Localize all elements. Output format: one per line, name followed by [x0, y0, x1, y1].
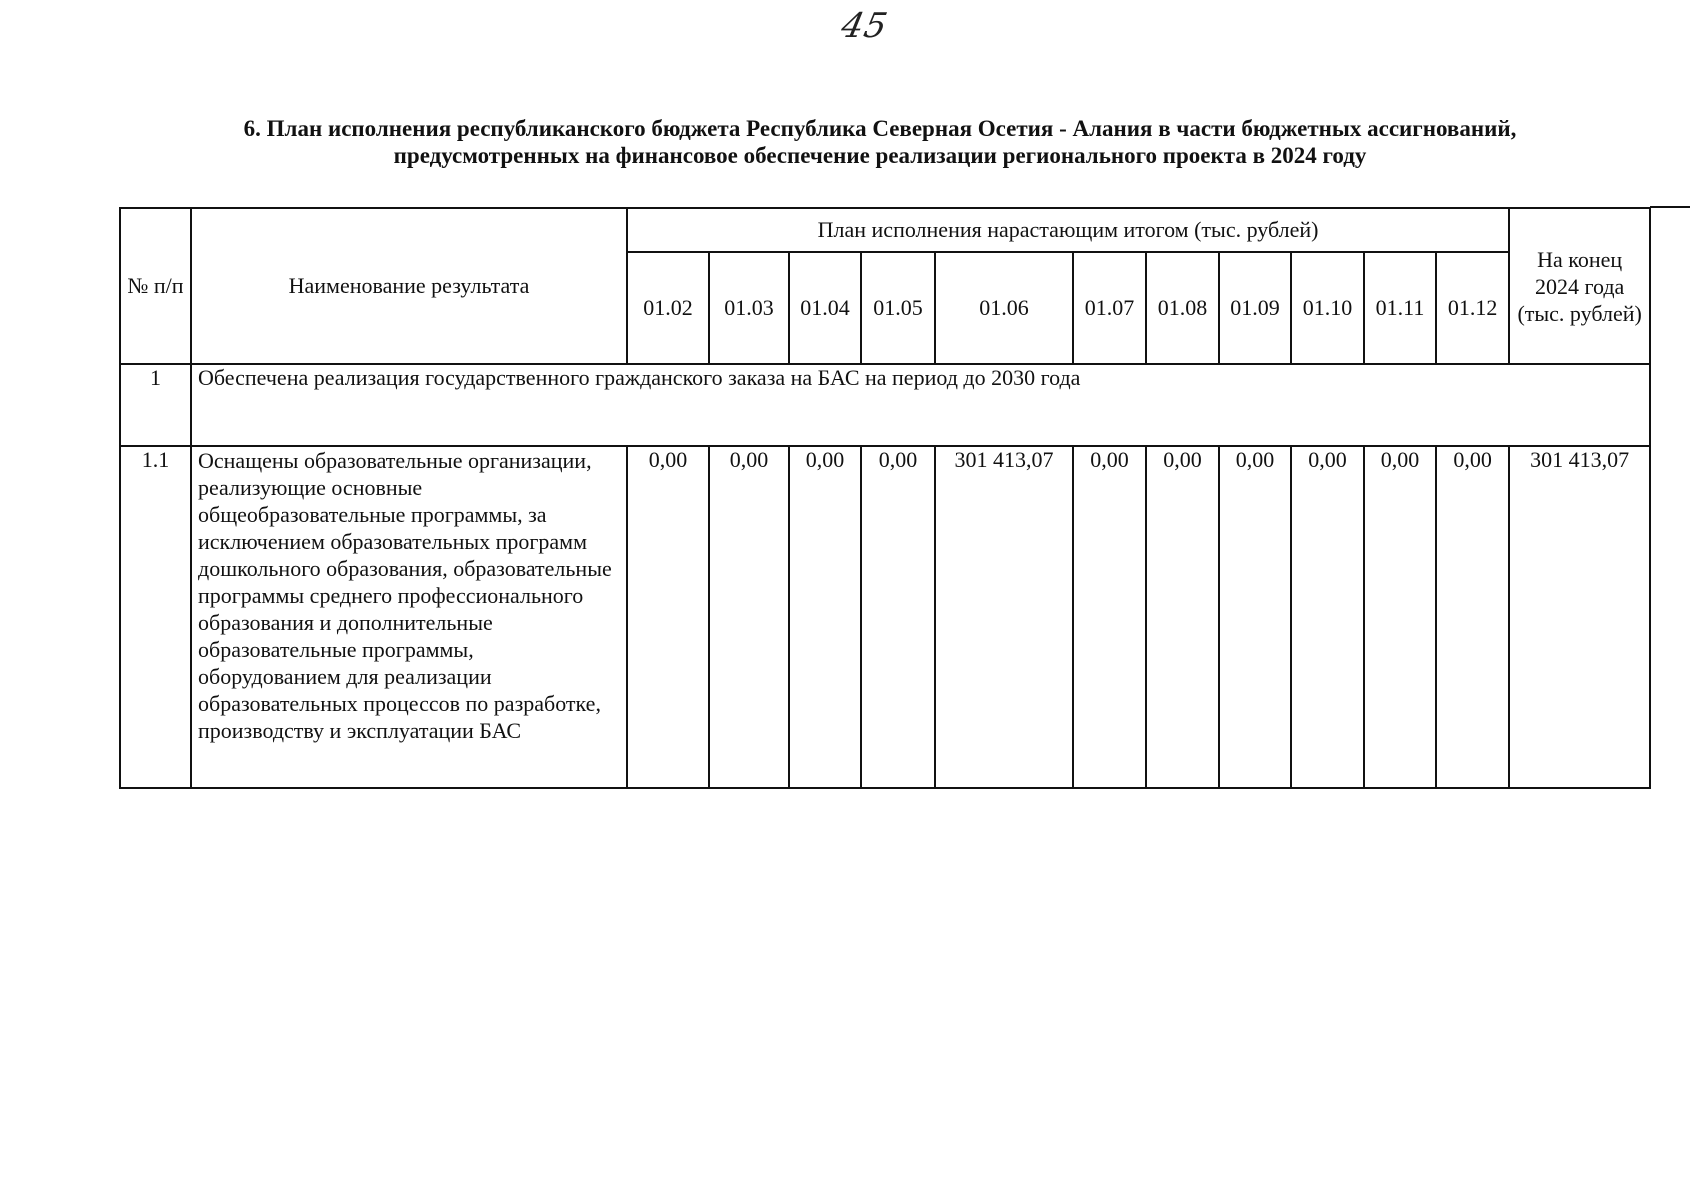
- header-end-line-1: На конец: [1537, 246, 1623, 272]
- budget-plan-table: [119, 207, 1651, 789]
- header-month: 01.11: [1364, 252, 1436, 364]
- header-end-of-year: [1509, 208, 1650, 364]
- title-line-1: 6. План исполнения республиканского бюджета Республика Северная Осетия - Алания в части бюджетных ассигнований,: [243, 116, 1517, 141]
- row-value-cell: 0,00: [1364, 446, 1436, 788]
- row-number: 1.1: [120, 446, 191, 788]
- row-total-cell: 301 413,07: [1509, 446, 1650, 788]
- row-result-name: Оснащены образовательные организации, реализующие основные общеобразовательные программы, за исключением образовательных программ дошкольного образования, образовательные программы среднего профессионального образования и дополнительные образовательные программы, оборудованием для реализации образовательных процессов по разработке, производству и эксплуатации БАС: [191, 446, 627, 788]
- document-title: [120, 115, 1640, 169]
- header-end-line-3: (тыс. рублей): [1517, 300, 1642, 326]
- header-month: 01.08: [1146, 252, 1219, 364]
- header-num: № п/п: [120, 208, 191, 364]
- header-end-line-2: 2024 года: [1534, 273, 1625, 299]
- row-value-cell: 301 413,07: [935, 446, 1073, 788]
- header-row-1: [120, 208, 1650, 252]
- row-value-cell: 0,00: [861, 446, 935, 788]
- table-edge-line: [1650, 206, 1690, 208]
- header-month: 01.04: [789, 252, 861, 364]
- page-number: 45: [837, 6, 892, 46]
- row-result-name: Обеспечена реализация государственного гражданского заказа на БАС на период до 2030 года: [191, 364, 1650, 446]
- header-name: Наименование результата: [191, 208, 627, 364]
- header-month: 01.07: [1073, 252, 1146, 364]
- header-plan-group: План исполнения нарастающим итогом (тыс. рублей): [627, 208, 1509, 252]
- row-value-cell: 0,00: [1291, 446, 1364, 788]
- row-value-cell: 0,00: [1219, 446, 1291, 788]
- header-month: 01.02: [627, 252, 709, 364]
- row-value-cell: 0,00: [709, 446, 789, 788]
- row-value-cell: 0,00: [627, 446, 709, 788]
- row-value-cell: 0,00: [789, 446, 861, 788]
- header-month: 01.03: [709, 252, 789, 364]
- header-month: 01.06: [935, 252, 1073, 364]
- table-row: [120, 446, 1650, 788]
- header-month: 01.05: [861, 252, 935, 364]
- header-month: 01.12: [1436, 252, 1509, 364]
- row-value-cell: 0,00: [1073, 446, 1146, 788]
- table-row: [120, 364, 1650, 446]
- header-month: 01.10: [1291, 252, 1364, 364]
- title-line-2: предусмотренных на финансовое обеспечение реализации регионального проекта в 2024 году: [393, 143, 1367, 168]
- row-number: 1: [120, 364, 191, 446]
- row-value-cell: 0,00: [1436, 446, 1509, 788]
- header-month: 01.09: [1219, 252, 1291, 364]
- row-value-cell: 0,00: [1146, 446, 1219, 788]
